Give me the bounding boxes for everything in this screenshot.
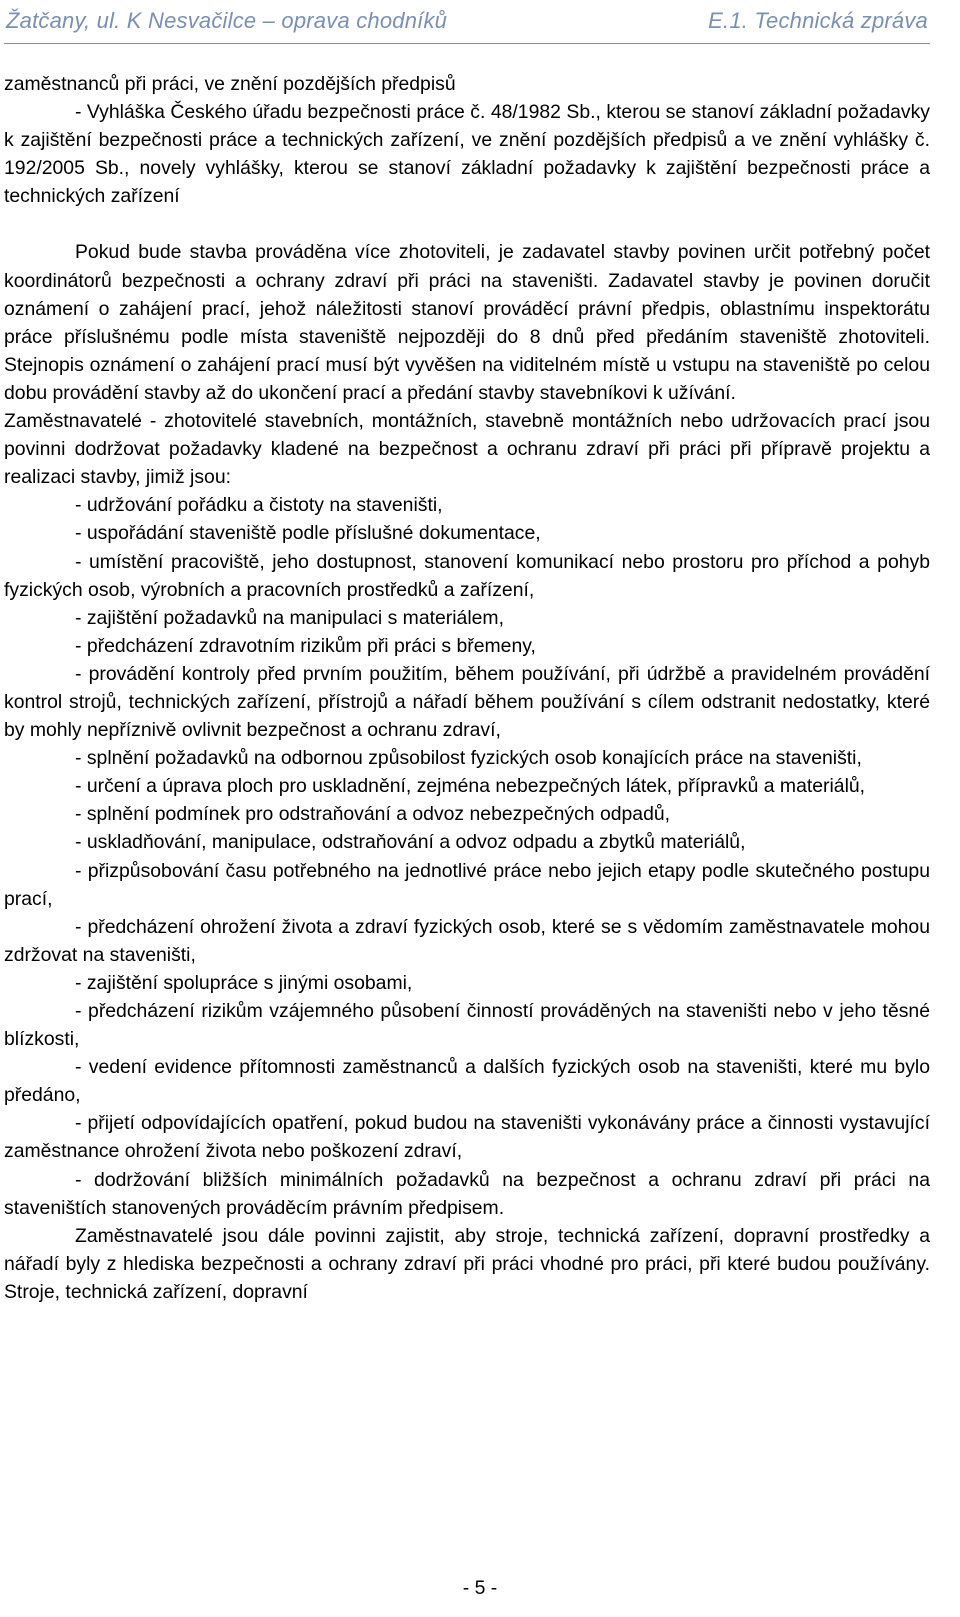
paragraph-equipment: Zaměstnavatelé jsou dále povinni zajistit, aby stroje, technická zařízení, dopravní prostředky a nářadí byly z hlediska bezpečnosti a ochrany zdraví při práci vhodné pro práci, při které budou používány. Stroje, technická zařízení, dopravní bbox=[4, 1224, 930, 1303]
paragraph-regulation: - Vyhláška Českého úřadu bezpečnosti práce č. 48/1982 Sb., kterou se stanoví základní požadavky k zajištění bezpečnosti práce a technických zařízení, ve znění pozdějších předpisů a ve znění vyhlášky č. 192/2005 Sb., novely vyhlášky, kterou se stanoví základní požadavky k zajištění bezpečnosti práce a technických zařízení bbox=[4, 101, 930, 208]
list-item: - uskladňování, manipulace, odstraňování a odvoz odpadu a zbytků materiálů, bbox=[75, 831, 746, 854]
page-header bbox=[6, 0, 928, 42]
page-number: - 5 - bbox=[462, 1577, 498, 1599]
list-item: - vedení evidence přítomnosti zaměstnanců a dalších fyzických osob na staveništi, které mu bylo předáno, bbox=[4, 1056, 930, 1107]
list-item: - provádění kontroly před prvním použitím, během používání, při údržbě a pravidelném provádění kontrol strojů, technických zařízení, přístrojů a nářadí během používání s cílem odstranit nedostatky, které by mohly nepříznivě ovlivnit bezpečnost a ochranu zdraví, bbox=[4, 662, 930, 742]
list-item: - udržování pořádku a čistoty na staveništi, bbox=[75, 494, 443, 517]
list-item: - přizpůsobování času potřebného na jednotlivé práce nebo jejich etapy podle skutečného postupu prací, bbox=[4, 859, 930, 910]
list-item: - splnění požadavků na odbornou způsobilost fyzických osob konajících práce na staveništi, bbox=[75, 747, 862, 770]
document-body bbox=[4, 70, 930, 1306]
list-item: - zajištění požadavků na manipulaci s materiálem, bbox=[75, 606, 504, 629]
list-item: - splnění podmínek pro odstraňování a odvoz nebezpečných odpadů, bbox=[75, 803, 671, 826]
header-section-title: E.1. Technická zpráva bbox=[708, 8, 928, 33]
paragraph-continuation: zaměstnanců při práci, ve znění pozdějších předpisů bbox=[4, 73, 456, 95]
paragraph-employers-duties: Zaměstnavatelé - zhotovitelé stavebních, montážních, stavebně montážních nebo udržovacích prací jsou povinni dodržovat požadavky kladené na bezpečnost a ochranu zdraví při práci při přípravě projektu a realizaci stavby, jimiž jsou: bbox=[4, 410, 930, 489]
list-item: - předcházení zdravotním rizikům při práci s břemeny, bbox=[75, 634, 536, 657]
list-item: - předcházení ohrožení života a zdraví fyzických osob, které se s vědomím zaměstnavatele mohou zdržovat na staveništi, bbox=[4, 915, 930, 966]
list-item: - určení a úprava ploch pro uskladnění, zejména nebezpečných látek, přípravků a materiálů, bbox=[75, 775, 866, 798]
list-item: - přijetí odpovídajících opatření, pokud budou na staveništi vykonávány práce a činnosti vystavující zaměstnance ohrožení života nebo poškození zdraví, bbox=[4, 1112, 930, 1163]
list-item: - předcházení rizikům vzájemného působení činností prováděných na staveništi nebo v jeho těsné blízkosti, bbox=[4, 1000, 930, 1051]
header-divider bbox=[4, 43, 930, 44]
paragraph-coordinators: Pokud bude stavba prováděna více zhotoviteli, je zadavatel stavby povinen určit potřebný počet koordinátorů bezpečnosti a ochrany zdraví při práci na staveništi. Zadavatel stavby je povinen doručit oznámení o zahájení prací, jehož náležitosti stanoví prováděcí právní předpis, oblastnímu inspektorátu práce příslušnému podle místa staveniště nejpozději do 8 dnů před předáním staveniště zhotoviteli. Stejnopis oznámení o zahájení prací musí být vyvěšen na viditelném místě u vstupu na staveniště po celou dobu provádění stavby až do ukončení prací a předání stavby stavebníkovi k užívání. bbox=[4, 241, 930, 404]
list-item: - uspořádání staveniště podle příslušné dokumentace, bbox=[75, 522, 541, 545]
list-item: - zajištění spolupráce s jinými osobami, bbox=[75, 971, 413, 994]
list-item: - dodržování bližších minimálních požadavků na bezpečnost a ochranu zdraví při práci na staveništích stanovených prováděcím právním předpisem. bbox=[4, 1168, 930, 1219]
header-project-title: Žatčany, ul. K Nesvačilce – oprava chodníků bbox=[6, 8, 448, 33]
list-item: - umístění pracoviště, jeho dostupnost, stanovení komunikací nebo prostoru pro příchod a pohyb fyzických osob, výrobních a pracovních prostředků a zařízení, bbox=[4, 550, 930, 601]
